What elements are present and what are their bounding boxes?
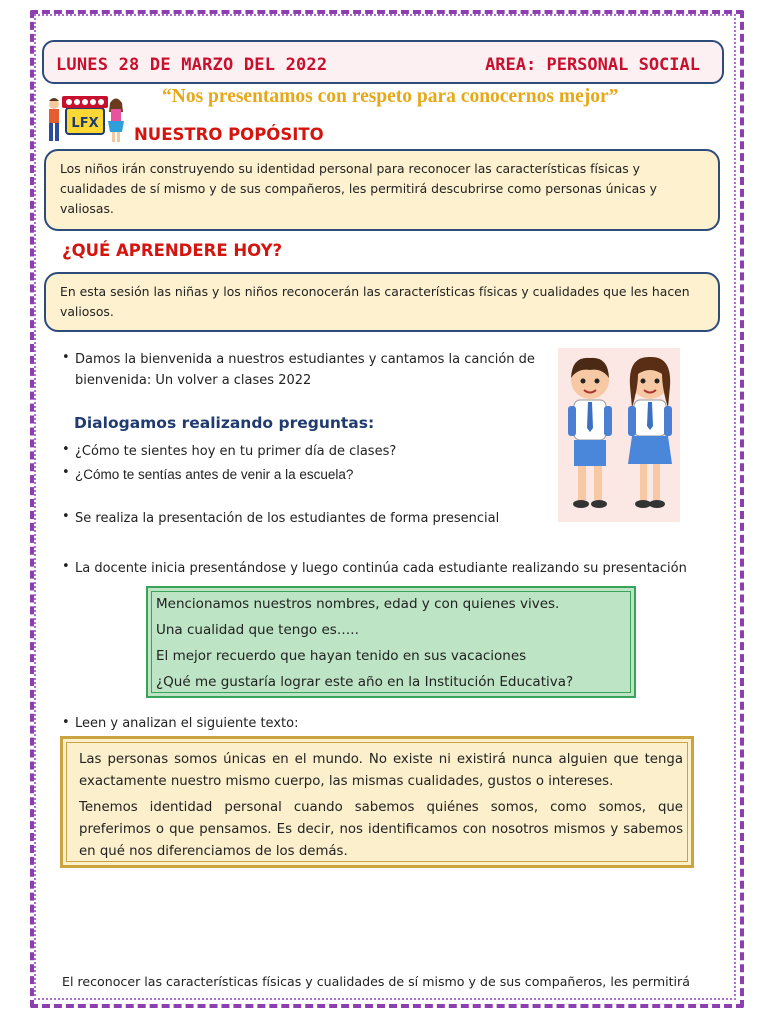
docente-text: La docente inicia presentándose y luego continúa cada estudiante realizando su presentación	[75, 561, 687, 576]
proposito-line-3: valiosas.	[60, 201, 114, 216]
presentation-prompts-box	[146, 586, 636, 698]
leen-text: Leen y analizan el siguiente texto:	[75, 716, 299, 731]
aprendere-box	[44, 272, 720, 332]
aprendere-line-1: En esta sesión las niñas y los niños reconocerán las características físicas y cualidades que les hacen	[60, 284, 690, 299]
school-logo-icon	[44, 92, 126, 148]
question-2: ¿Cómo te sentías antes de venir a la escuela?	[75, 467, 354, 482]
presentacion-text: Se realiza la presentación de los estudiantes de forma presencial	[75, 511, 500, 526]
proposito-line-2: cualidades de sí mismo y de sus compañeros, les permitirá descubrirse como personas únicas y	[60, 181, 657, 196]
svg-text:LFX: LFX	[71, 116, 99, 131]
proposito-heading: NUESTRO POPÓSITO	[134, 125, 324, 144]
bullet-dot: •	[62, 715, 70, 730]
proposito-box	[44, 149, 720, 231]
proposito-line-1: Los niños irán construyendo su identidad personal para reconocer las características físicas y	[60, 161, 641, 176]
header-banner	[42, 40, 724, 84]
reading-text-box	[60, 736, 694, 868]
bienvenida-line-2: bienvenida: Un volver a clases 2022	[75, 373, 312, 388]
students-illustration	[558, 348, 680, 522]
reading-paragraph-1: Las personas somos únicas en el mundo. No existe ni existirá nunca alguien que tenga exactamente nuestro mismo cuerpo, las mismas cualidades, gustos o intereses.	[79, 752, 683, 789]
dialogamos-heading: Dialogamos realizando preguntas:	[74, 414, 375, 432]
bullet-dot: •	[62, 465, 70, 480]
prompt-line-1: Mencionamos nuestros nombres, edad y con quienes vives.	[156, 596, 560, 612]
aprendere-heading: ¿QUÉ APRENDERE HOY?	[62, 241, 283, 260]
bullet-dot: •	[62, 559, 70, 574]
session-date: LUNES 28 DE MARZO DEL 2022	[56, 55, 328, 75]
bienvenida-line-1: Damos la bienvenida a nuestros estudiantes y cantamos la canción de	[75, 352, 535, 367]
bullet-dot: •	[62, 509, 70, 524]
prompt-line-4: ¿Qué me gustaría lograr este año en la Institución Educativa?	[156, 674, 574, 690]
reading-paragraph-2: Tenemos identidad personal cuando sabemos quiénes somos, como somos, que preferimos o que pensamos. Es decir, nos identificamos con nosotros mismos y sabemos en qué nos diferenciamos de los demás.	[79, 800, 683, 859]
bullet-dot: •	[62, 442, 70, 457]
prompt-line-2: Una cualidad que tengo es…..	[156, 622, 359, 638]
session-subtitle: “Nos presentamos con respeto para conocernos mejor”	[162, 86, 619, 107]
subject-area: AREA: PERSONAL SOCIAL	[485, 55, 700, 75]
prompt-line-3: El mejor recuerdo que hayan tenido en sus vacaciones	[156, 648, 527, 664]
aprendere-line-2: valiosos.	[60, 304, 114, 319]
question-1: ¿Cómo te sientes hoy en tu primer día de clases?	[75, 444, 397, 459]
bullet-dot: •	[62, 350, 70, 365]
footer-text: El reconocer las características físicas y cualidades de sí mismo y de sus compañeros, les permitirá	[62, 974, 690, 989]
students-icon	[558, 348, 680, 522]
